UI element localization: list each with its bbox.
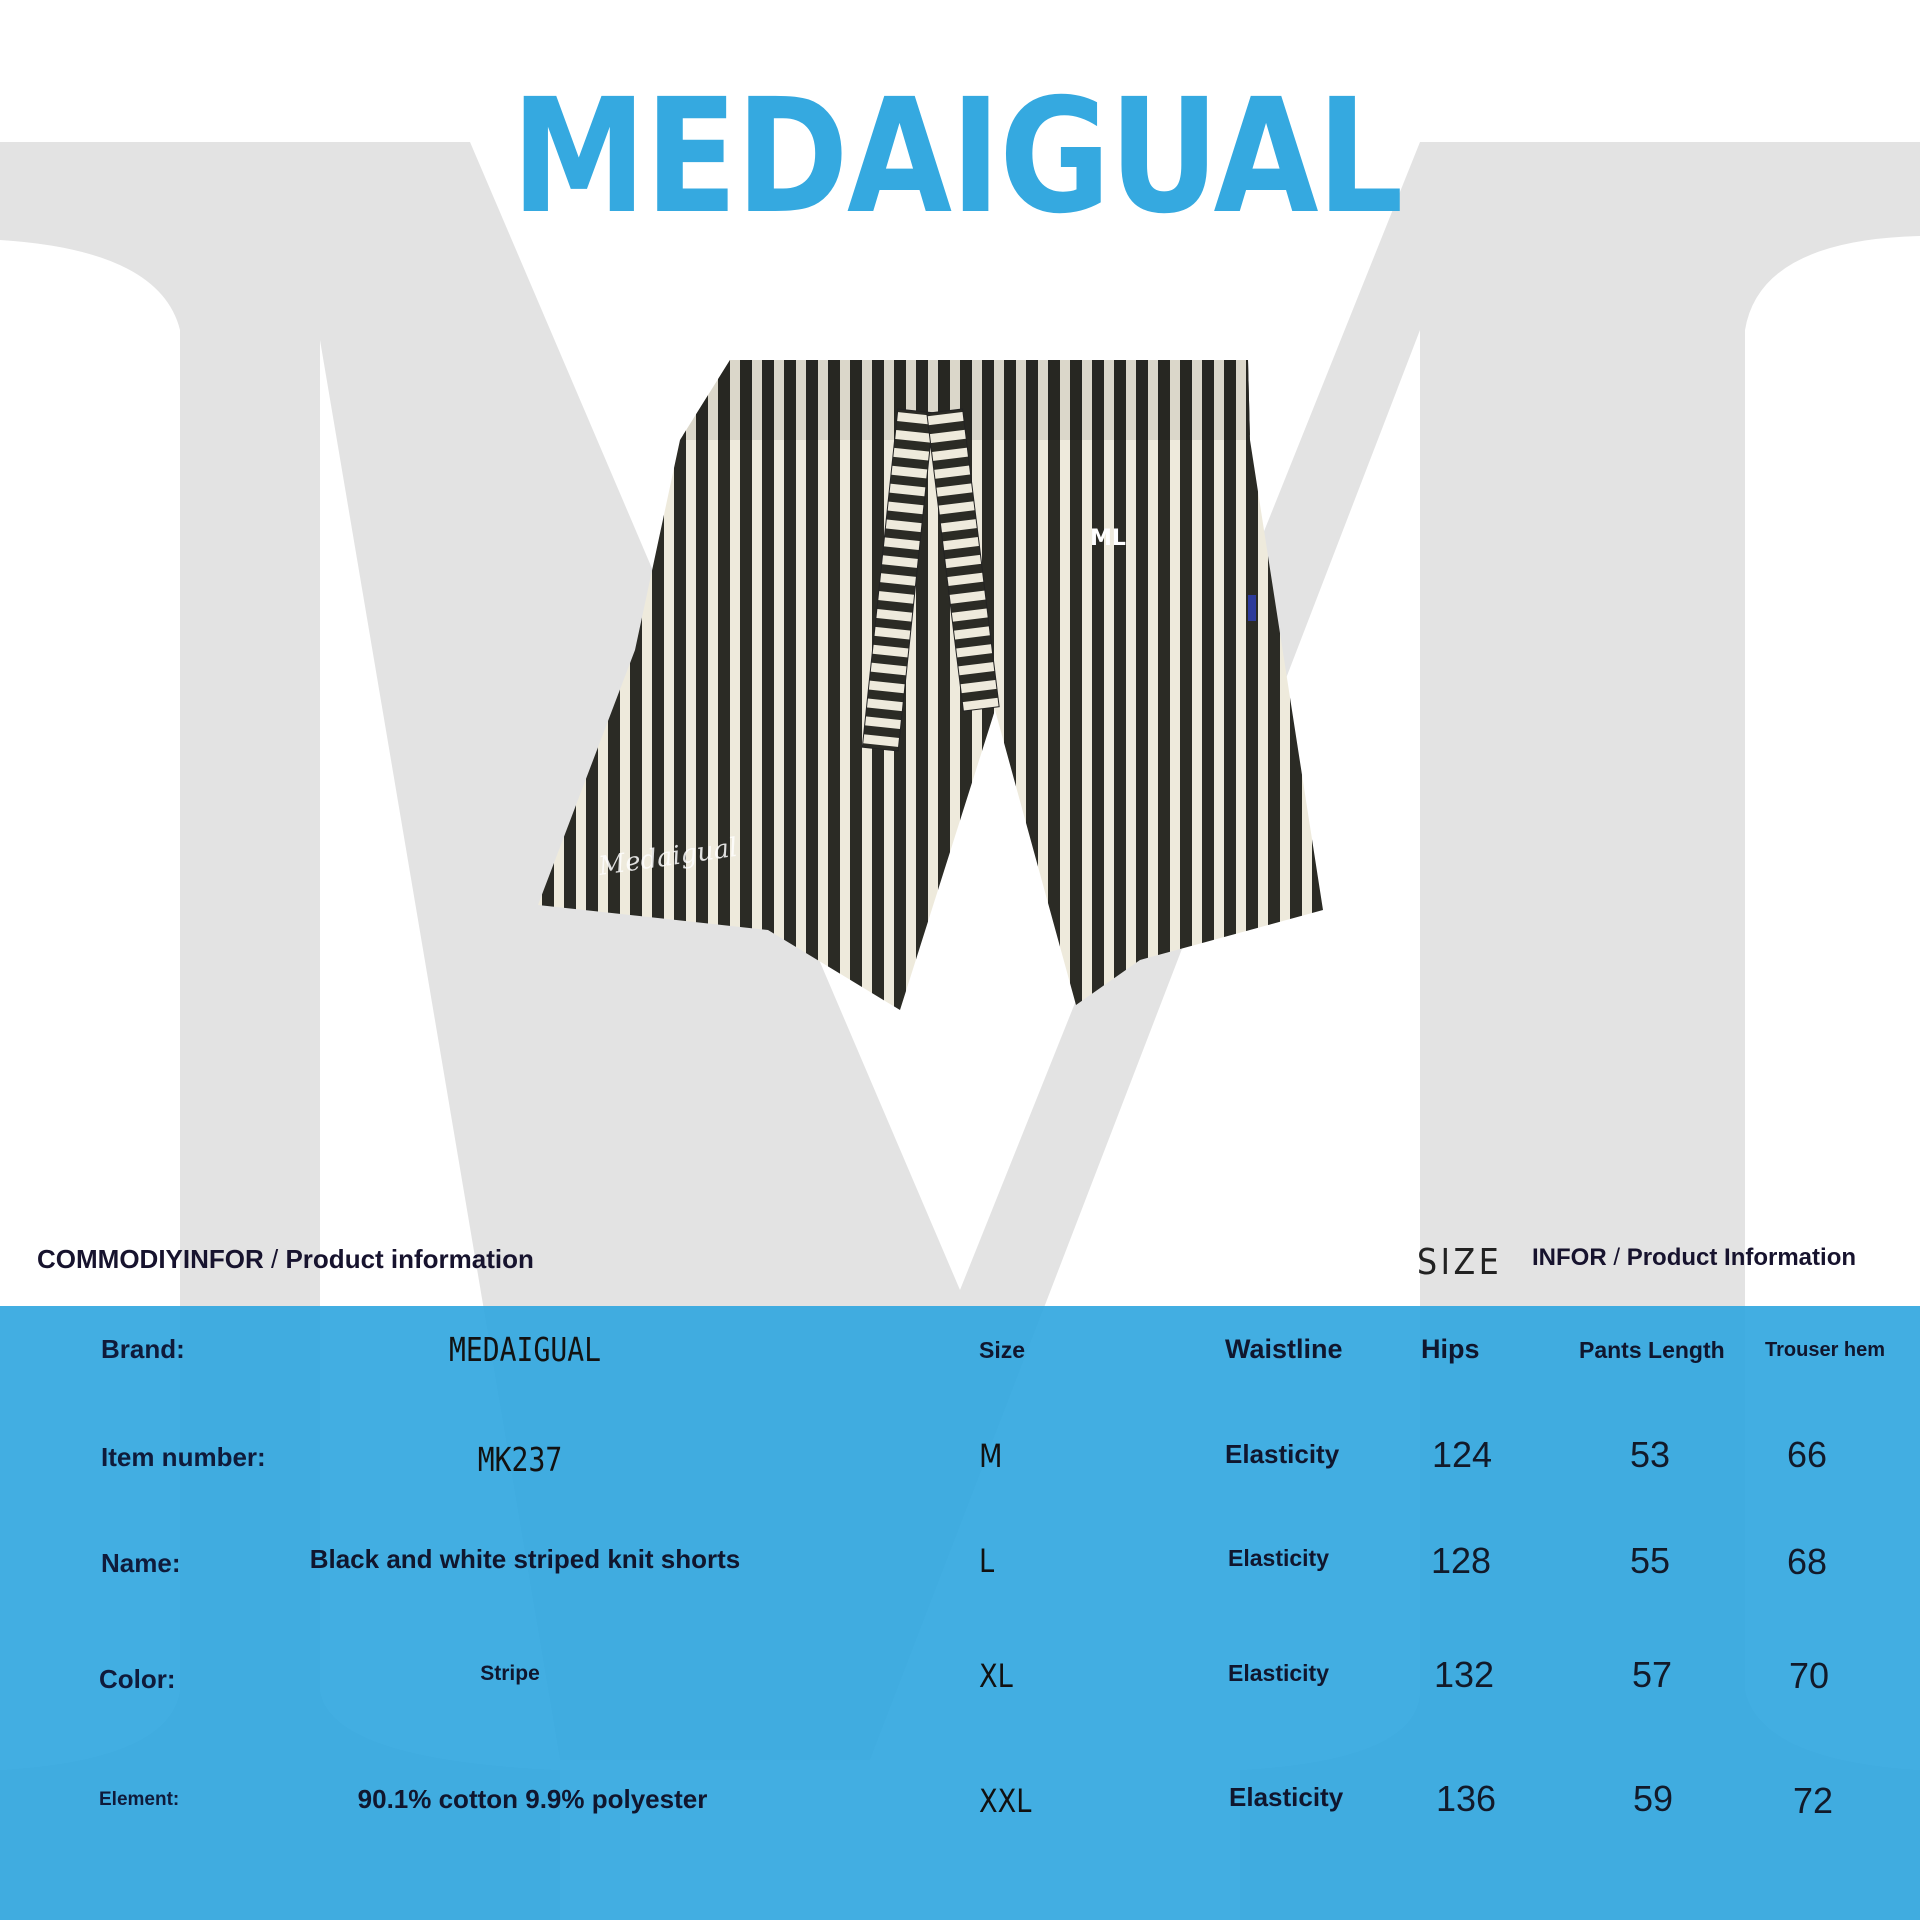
table-row-waistline: Elasticity — [1228, 1660, 1329, 1686]
table-row-trouser-hem: 72 — [1792, 1780, 1834, 1821]
product-info-heading — [37, 1244, 534, 1275]
brand-label: Brand: — [101, 1334, 185, 1364]
size-info-heading-prefix: INFOR — [1532, 1244, 1607, 1271]
element-label: Element: — [99, 1789, 180, 1810]
brand-logo: MEDAIGUAL — [511, 65, 1402, 249]
svg-text:ML: ML — [1090, 526, 1126, 551]
table-row-pants-length: 55 — [1629, 1540, 1671, 1581]
svg-text:Medaigual: Medaigual — [596, 832, 740, 882]
trouser-hem-header: Trouser hem — [1765, 1339, 1886, 1361]
pants-length-header: Pants Length — [1579, 1337, 1725, 1363]
product-info-heading-suffix: Product information — [285, 1244, 534, 1274]
item-number-value: MK237 — [477, 1440, 563, 1479]
table-row-waistline: Elasticity — [1228, 1545, 1329, 1571]
table-row-waistline: Elasticity — [1229, 1782, 1344, 1812]
size-header: Size — [979, 1337, 1026, 1363]
size-info-heading-suffix: Product Information — [1626, 1244, 1857, 1271]
table-row-pants-length: 57 — [1631, 1654, 1673, 1695]
table-row-pants-length: 59 — [1632, 1778, 1674, 1819]
element-value: 90.1% cotton 9.9% polyester — [357, 1784, 708, 1814]
info-panel — [0, 1306, 1920, 1920]
table-row-size: L — [979, 1542, 995, 1580]
brand-value: MEDAIGUAL — [449, 1330, 601, 1369]
table-row-hips: 132 — [1433, 1654, 1495, 1695]
size-info-heading — [1532, 1244, 1856, 1272]
table-row-size: M — [979, 1437, 1003, 1475]
name-label: Name: — [101, 1548, 181, 1578]
striped-shorts-image — [520, 350, 1340, 1010]
name-value: Black and white striped knit shorts — [309, 1544, 741, 1574]
table-row-hips: 124 — [1431, 1434, 1493, 1475]
product-info-heading-separator: / — [271, 1244, 279, 1274]
size-info-heading-separator: / — [1613, 1244, 1621, 1271]
table-row-hips: 128 — [1430, 1540, 1492, 1581]
table-row-trouser-hem: 70 — [1788, 1655, 1830, 1696]
size-word: SIZE — [1417, 1242, 1503, 1283]
table-row-trouser-hem: 68 — [1786, 1541, 1828, 1582]
table-row-size: XXL — [979, 1782, 1032, 1820]
item-number-label: Item number: — [101, 1442, 266, 1472]
product-info-heading-prefix: COMMODIYINFOR — [37, 1244, 264, 1274]
table-row-size: XL — [979, 1657, 1013, 1695]
table-row-pants-length: 53 — [1629, 1434, 1671, 1475]
table-row-trouser-hem: 66 — [1786, 1434, 1828, 1475]
hips-header: Hips — [1421, 1334, 1480, 1364]
waistline-header: Waistline — [1225, 1334, 1343, 1364]
color-value: Stripe — [480, 1662, 540, 1685]
color-label: Color: — [99, 1664, 176, 1694]
table-row-waistline: Elasticity — [1225, 1439, 1340, 1469]
table-row-hips: 136 — [1435, 1778, 1497, 1819]
